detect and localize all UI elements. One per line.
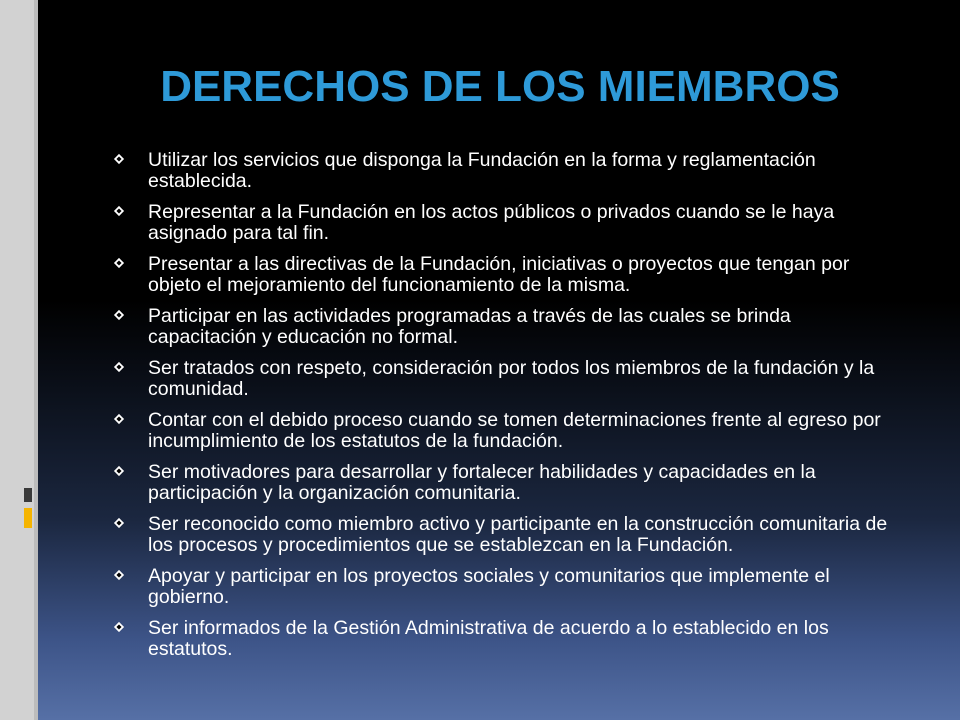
- list-item: [112, 150, 902, 192]
- list-item: [112, 514, 902, 556]
- bullet-text: Representar a la Fundación en los actos públicos o privados cuando se le haya asignado para tal fin.: [148, 201, 835, 244]
- bullet-text: Utilizar los servicios que disponga la Fundación en la forma y reglamentación establecida.: [148, 149, 816, 192]
- sidebar-accent-bar-yellow: [24, 508, 32, 528]
- list-item: [112, 410, 902, 452]
- bullet-text: Apoyar y participar en los proyectos sociales y comunitarios que implemente el gobierno.: [148, 565, 830, 608]
- diamond-bullet-icon: [114, 570, 124, 580]
- diamond-bullet-icon: [114, 518, 124, 528]
- bullet-text: Presentar a las directivas de la Fundación, iniciativas o proyectos que tengan por objeto el mejoramiento del funcionamiento de la misma.: [148, 253, 850, 296]
- diamond-bullet-icon: [114, 466, 124, 476]
- diamond-bullet-icon: [114, 362, 124, 372]
- bullet-text: Contar con el debido proceso cuando se tomen determinaciones frente al egreso por incumplimiento de los estatutos de la fundación.: [148, 409, 881, 452]
- diamond-bullet-icon: [114, 206, 124, 216]
- bullet-text: Ser motivadores para desarrollar y fortalecer habilidades y capacidades en la participación y la organización comunitaria.: [148, 461, 816, 504]
- bullet-text: Ser tratados con respeto, consideración por todos los miembros de la fundación y la comunidad.: [148, 357, 875, 400]
- list-item: [112, 618, 902, 660]
- bullet-text: Ser reconocido como miembro activo y participante en la construcción comunitaria de los procesos y procedimientos que se establezcan en la Fundación.: [148, 513, 888, 556]
- sidebar-accent-bar-dark: [24, 488, 32, 502]
- sidebar-accent-line: [34, 0, 38, 720]
- bullet-text: Ser informados de la Gestión Administrativa de acuerdo a lo establecido en los estatutos.: [148, 617, 829, 660]
- list-item: [112, 254, 902, 296]
- diamond-bullet-icon: [114, 258, 124, 268]
- list-item: [112, 358, 902, 400]
- bullet-list: [112, 150, 902, 670]
- sidebar-decoration: [0, 0, 38, 720]
- slide-title: DERECHOS DE LOS MIEMBROS: [160, 62, 840, 111]
- list-item: [112, 202, 902, 244]
- diamond-bullet-icon: [114, 310, 124, 320]
- bullet-text: Participar en las actividades programadas a través de las cuales se brinda capacitación y educación no formal.: [148, 305, 791, 348]
- list-item: [112, 566, 902, 608]
- diamond-bullet-icon: [114, 154, 124, 164]
- list-item: [112, 462, 902, 504]
- diamond-bullet-icon: [114, 622, 124, 632]
- list-item: [112, 306, 902, 348]
- diamond-bullet-icon: [114, 414, 124, 424]
